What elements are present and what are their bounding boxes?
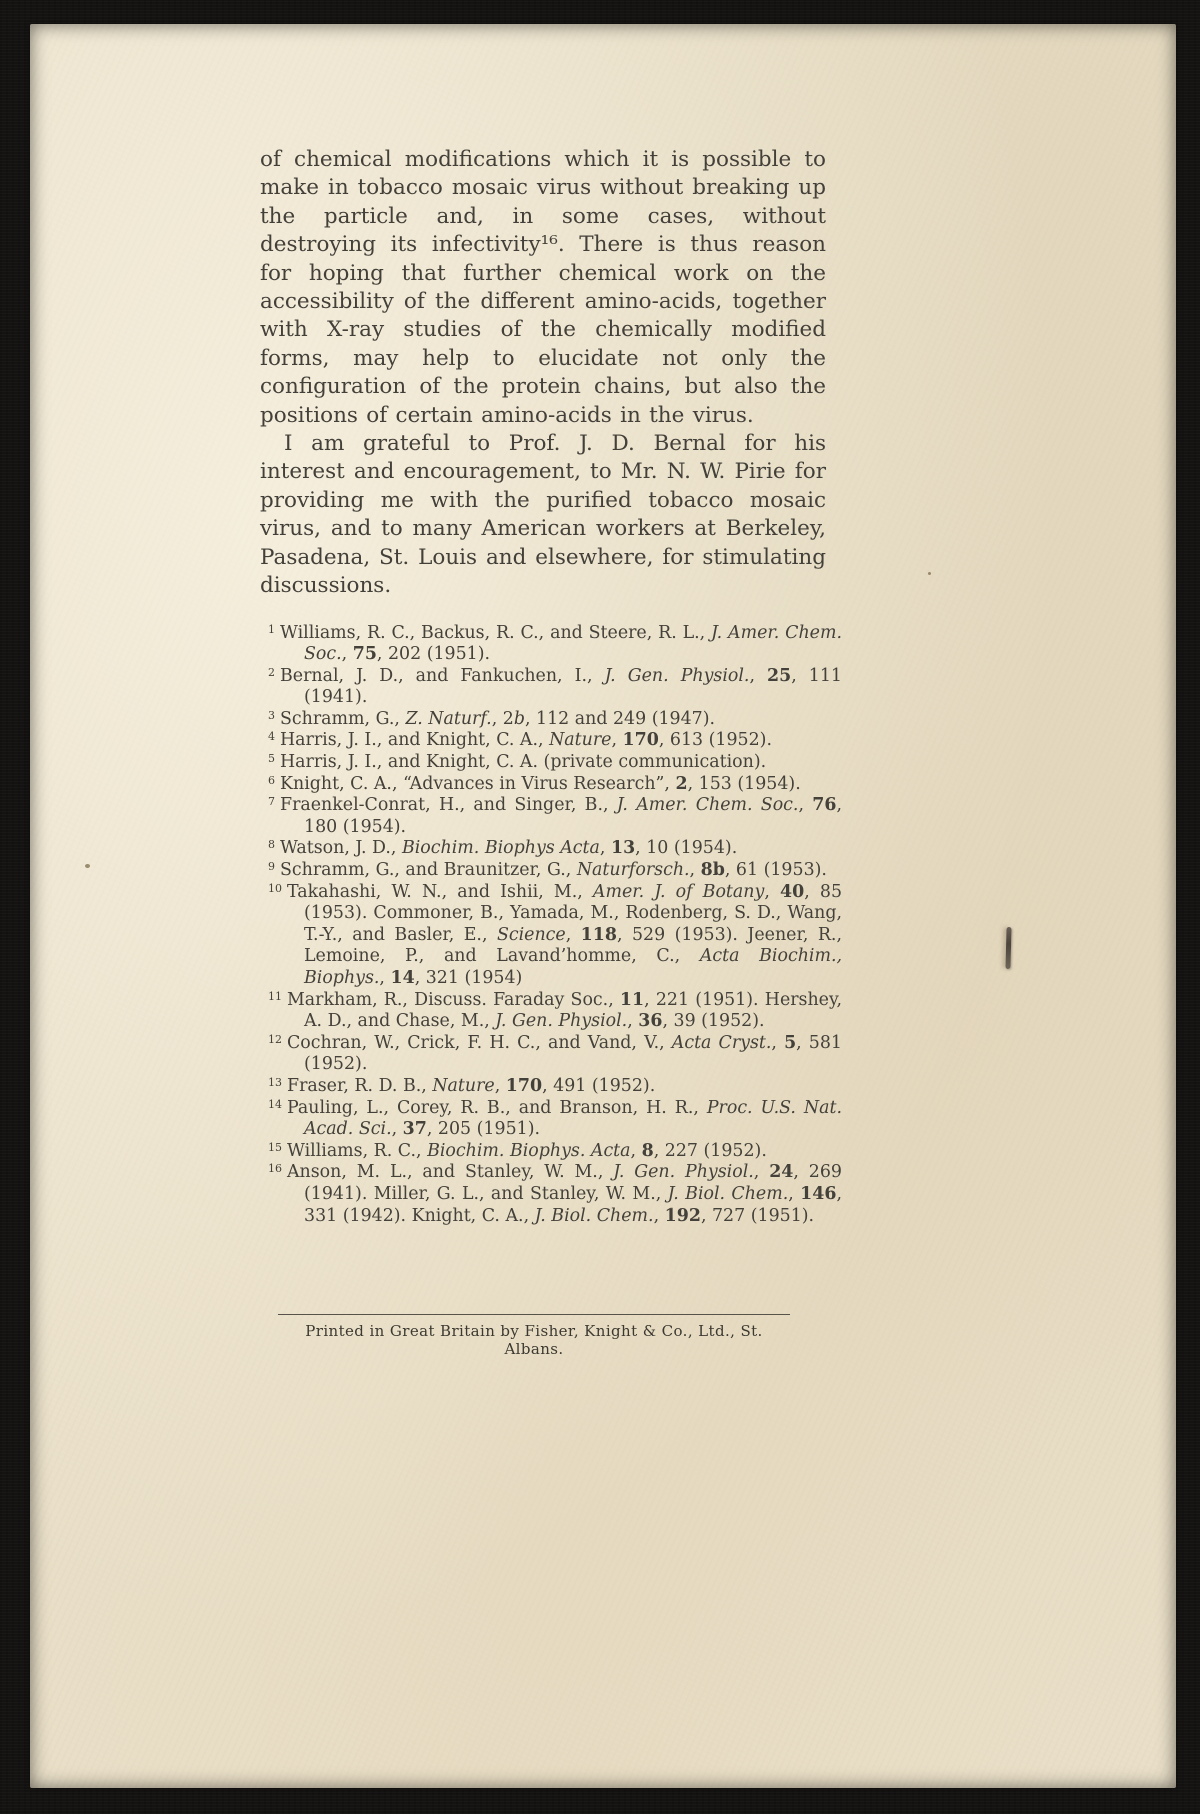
reference-text: Schramm, G., Z. Naturf., 2b, 112 and 249 (1947).: [280, 708, 716, 729]
reference-number: 4: [268, 730, 275, 744]
imprint-footer: [278, 1314, 790, 1358]
reference-number: 2: [268, 665, 275, 679]
paper-speck: [85, 864, 90, 868]
reference-item: [268, 709, 842, 731]
paper-speck: [670, 1207, 673, 1209]
reference-text: Watson, J. D., Biochim. Biophys Acta, 13, 10 (1954).: [280, 838, 738, 859]
paper-speck: [928, 572, 931, 575]
reference-text: Harris, J. I., and Knight, C. A. (private communication).: [280, 752, 767, 773]
paragraph: of chemical modifications which it is possible to make in tobacco mosaic virus without breaking up the particle and, in some cases, without destroying its infectivity¹⁶. There is thus reason for hoping that further chemical work on the accessibility of the different amino-acids, together with X-ray studies of the chemically modified forms, may help to elucidate not only the configuration of the protein chains, but also the positions of certain amino-acids in the virus.: [260, 147, 826, 428]
reference-item: [268, 730, 842, 752]
reference-number: 3: [268, 708, 275, 722]
reference-item: [268, 1162, 842, 1227]
imprint-text: Printed in Great Britain by Fisher, Knight & Co., Ltd., St. Albans.: [305, 1322, 763, 1358]
reference-text: Takahashi, W. N., and Ishii, M., Amer. J. of Botany, 40, 85 (1953). Commoner, B., Yamada, M., Rodenberg, S. D., Wang, T.-Y., and Basler, E., Science, 118, 529 (1953). Jeener, R., Lemoine, P., and Lavand’homme, C., Acta Biochim., Biophys., 14, 321 (1954): [287, 881, 843, 988]
staple: [1005, 927, 1011, 969]
body-text: [260, 146, 826, 601]
reference-item: [268, 666, 842, 709]
reference-item: [268, 1033, 842, 1076]
reference-number: 13: [268, 1075, 282, 1089]
reference-number: 6: [268, 773, 275, 787]
printed-content: [260, 146, 843, 1227]
reference-number: 14: [268, 1097, 282, 1111]
reference-item: [268, 882, 842, 990]
reference-number: 11: [268, 989, 282, 1003]
reference-text: Knight, C. A., “Advances in Virus Research”, 2, 153 (1954).: [280, 773, 801, 794]
reference-number: 8: [268, 838, 275, 852]
reference-item: [268, 1098, 842, 1141]
reference-text: Markham, R., Discuss. Faraday Soc., 11, 221 (1951). Hershey, A. D., and Chase, M., J. Gen. Physiol., 36, 39 (1952).: [287, 989, 843, 1032]
reference-number: 10: [268, 881, 282, 895]
reference-list: [268, 623, 842, 1228]
reference-text: Fraenkel-Conrat, H., and Singer, B., J. Amer. Chem. Soc., 76, 180 (1954).: [280, 795, 842, 837]
reference-item: [268, 752, 842, 774]
reference-number: 16: [268, 1162, 282, 1176]
paragraph: I am grateful to Prof. J. D. Bernal for his interest and encouragement, to Mr. N. W. Pirie for providing me with the purified tobacco mosaic virus, and to many American workers at Berkeley, Pasadena, St. Louis and elsewhere, for stimulating discussions.: [260, 431, 826, 599]
document-page: [30, 24, 1176, 1788]
reference-number: 7: [268, 795, 275, 809]
reference-number: 5: [268, 752, 275, 766]
reference-item: [268, 795, 842, 838]
reference-text: Harris, J. I., and Knight, C. A., Nature, 170, 613 (1952).: [280, 730, 772, 751]
reference-text: Williams, R. C., Biochim. Biophys. Acta, 8, 227 (1952).: [287, 1140, 767, 1161]
reference-item: [268, 990, 842, 1033]
reference-number: 12: [268, 1032, 282, 1046]
reference-text: Pauling, L., Corey, R. B., and Branson, H. R., Proc. U.S. Nat. Acad. Sci., 37, 205 (1951).: [287, 1097, 842, 1140]
reference-text: Williams, R. C., Backus, R. C., and Steere, R. L., J. Amer. Chem. Soc., 75, 202 (1951).: [280, 622, 842, 665]
reference-number: 15: [268, 1140, 282, 1154]
reference-text: Fraser, R. D. B., Nature, 170, 491 (1952).: [287, 1075, 656, 1096]
reference-item: [268, 860, 842, 882]
reference-text: Anson, M. L., and Stanley, W. M., J. Gen. Physiol., 24, 269 (1941). Miller, G. L., and Stanley, W. M., J. Biol. Chem., 146, 331 (1942). Knight, C. A., J. Biol. Chem., 192, 727 (1951).: [287, 1162, 842, 1226]
reference-item: [268, 1141, 842, 1163]
footer-rule: [278, 1314, 790, 1315]
reference-number: 9: [268, 860, 275, 874]
reference-text: Schramm, G., and Braunitzer, G., Naturforsch., 8b, 61 (1953).: [280, 860, 827, 881]
reference-text: Bernal, J. D., and Fankuchen, I., J. Gen. Physiol., 25, 111 (1941).: [280, 665, 842, 708]
reference-item: [268, 623, 842, 666]
reference-item: [268, 774, 842, 796]
reference-item: [268, 1076, 842, 1098]
reference-item: [268, 838, 842, 860]
reference-number: 1: [268, 622, 275, 636]
reference-text: Cochran, W., Crick, F. H. C., and Vand, V., Acta Cryst., 5, 581 (1952).: [287, 1032, 843, 1075]
